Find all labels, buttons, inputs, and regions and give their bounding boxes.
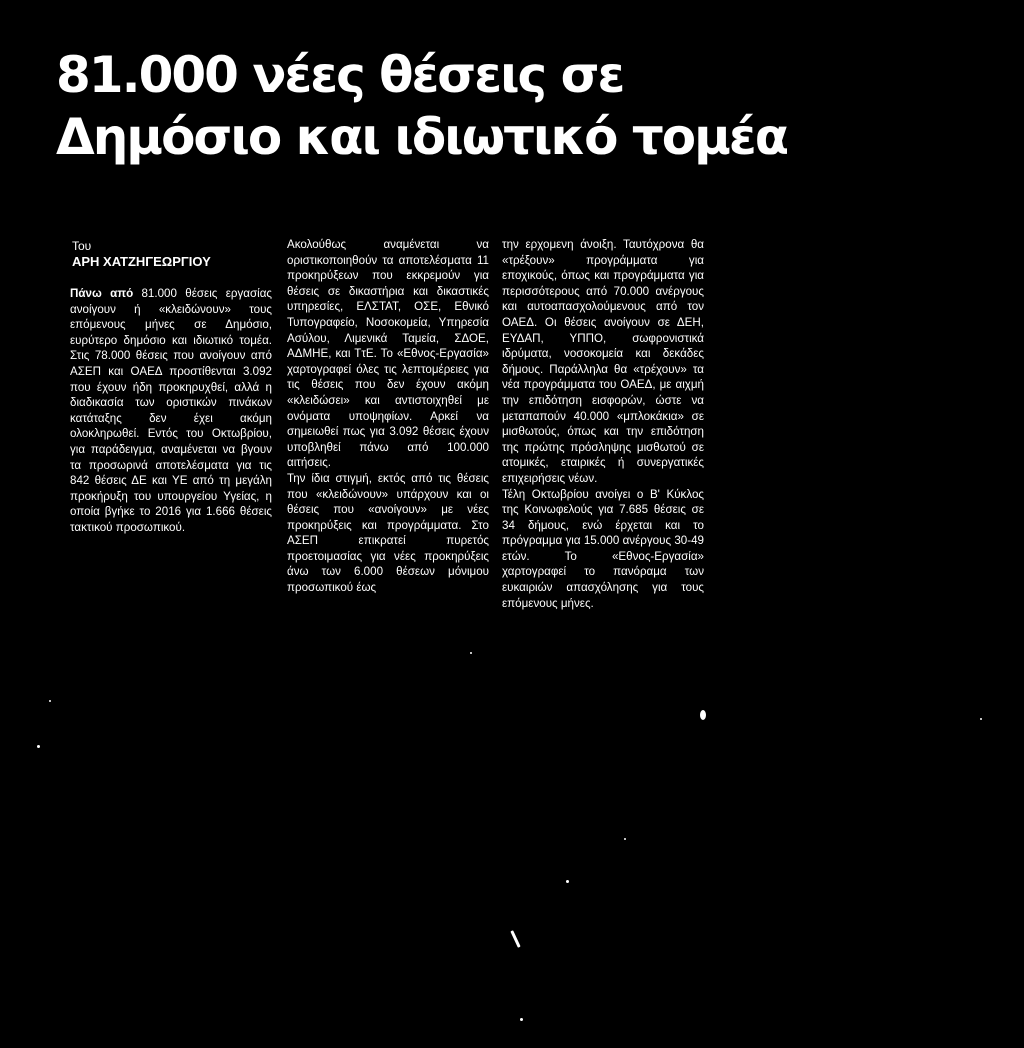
scan-noise-speck [624, 838, 626, 840]
scan-noise-speck [470, 652, 472, 654]
lead-in: Πάνω από [70, 287, 134, 300]
headline-line-1: 81.000 νέες θέσεις σε [56, 46, 624, 104]
article-column-3 [502, 237, 704, 611]
column-1-text: 81.000 θέσεις εργασίας ανοίγουν ή «κλειδώνουν» τους επόμενους μήνες σε Δημόσιο, ευρύτερο δημόσιο και ιδιωτικό τομέα. Στις 78.000 θέσεις που ανοίγουν από ΑΣΕΠ και ΟΑΕΔ προστίθενται 3.092 που έχουν ήδη προκηρυχθεί, αλλά η διαδικασία των οριστικών πινάκων κατάταξης δεν έχει ακόμη ολοκληρωθεί. Εντός του Οκτωβρίου, για παράδειγμα, αναμένεται να βγουν τα προσωρινά αποτελέσματα για τις 842 θέσεις ΔΕ και ΥΕ από τη μεγάλη προκήρυξη του υπουργείου Υγείας, η οποία βγήκε το 2016 για 1.666 θέσεις τακτικού προσωπικού. [70, 287, 272, 534]
scan-noise-speck [566, 880, 569, 883]
headline [56, 44, 996, 168]
scan-noise-speck [510, 930, 520, 948]
scan-noise-speck [49, 700, 51, 702]
article-column-2 [287, 237, 489, 596]
headline-line-2: Δημόσιο και ιδιωτικό τομέα [56, 108, 788, 166]
column-2-paragraph-1: Ακολούθως αναμένεται να οριστικοποιηθούν τα αποτελέσματα 11 προκηρύξεων που εκκρεμούν για θέσεις σε δικαστήρια και δικαστικές υπηρεσίες, ΕΛΣΤΑΤ, ΟΣΕ, Εθνικό Τυπογραφείο, Νοσοκομεία, Υπηρεσία Ασύλου, Λιμενικά Ταμεία, ΣΔΟΕ, ΑΔΜΗΕ, και ΤτΕ. Το «Εθνος-Εργασία» χαρτογραφεί όλες τις λεπτομέρειες για τις θέσεις που δεν έχουν ακόμη «κλειδώσει» και αντιστοιχηθεί με ονόματα υποψηφίων. Αρκεί να σημειωθεί πως για 3.092 θέσεις έχουν υποβληθεί πάνω από 100.000 αιτήσεις. [287, 238, 489, 470]
column-3-paragraph-2: Τέλη Οκτωβρίου ανοίγει ο Β' Κύκλος της Κοινωφελούς για 7.685 θέσεις σε 34 δήμους, ενώ έρχεται και το πρόγραμμα για 15.000 ανέργους 30-49 ετών. Το «Εθνος-Εργασία» χαρτογραφεί το πανόραμα των ευκαιριών απασχόλησης για τους επόμενους μήνες. [502, 487, 704, 610]
scan-noise-speck [37, 745, 40, 748]
byline-author: ΑΡΗ ΧΑΤΖΗΓΕΩΡΓΙΟΥ [72, 254, 211, 269]
column-2-paragraph-2: Την ίδια στιγμή, εκτός από τις θέσεις που «κλειδώνουν» υπάρχουν και οι θέσεις που «ανοίγουν» με νέες προκηρύξεις και προγράμματα. Στο ΑΣΕΠ επικρατεί πυρετός προετοιμασίας για νέες προκηρύξεις άνω των 6.000 θέσεων μόνιμου προσωπικού έως [287, 471, 489, 595]
column-1-paragraph [70, 286, 272, 536]
column-3-paragraph-1: την ερχομενη άνοιξη. Ταυτόχρονα θα «τρέξουν» προγράμματα για εποχικούς, όπως και προγράμματα για περισσότερους από 70.000 ανέργους και αυτοαπασχολούμενους από τον ΟΑΕΔ. Οι θέσεις ανοίγουν σε ΔΕΗ, ΕΥΔΑΠ, ΥΠΠΟ, σωφρονιστικά ιδρύματα, νοσοκομεία και δεκάδες δήμους. Παράλληλα θα «τρέχουν» τα νέα προγράμματα του ΟΑΕΔ, με αιχμή την επιδότηση εισφορών, ώστε να μεταπαπούν 40.000 «μπλοκάκια» σε μισθωτούς, όπως και την επιδότηση της πρώτης πρόσληψης μισθωτού σε ατομικές, εταιρικές ή συνεργατικές επιχειρήσεις νέων. [502, 238, 704, 485]
byline [72, 239, 282, 270]
scan-noise-speck [980, 718, 982, 720]
byline-prefix: Του [72, 239, 92, 253]
scan-noise-speck [700, 710, 706, 720]
article-column-1 [70, 286, 272, 536]
scan-noise-speck [520, 1018, 523, 1021]
